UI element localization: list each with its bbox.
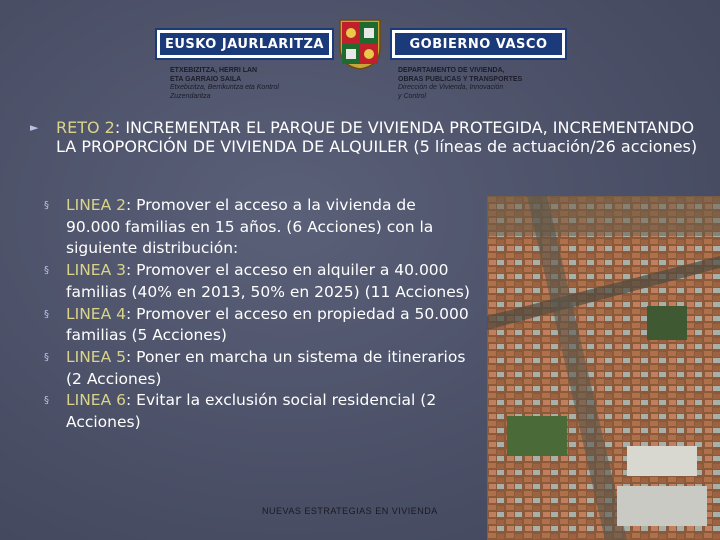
footer-caption: NUEVAS ESTRATEGIAS EN VIVIENDA (262, 506, 438, 516)
list-item: § LINEA 5: Poner en marcha un sistema de itinerarios (2 Acciones) (44, 347, 466, 388)
square-bullet-icon: § (44, 351, 49, 363)
linea-list (44, 195, 474, 434)
department-basque: ETXEBIZITZA, HERRI LAN ETA GARRAIO SAILA Etxebizitza, Berrikuntza eta Kontrol Zuzendaritza (170, 67, 279, 100)
reto-text: : INCREMENTAR EL PARQUE DE VIVIENDA PROTEGIDA, INCREMENTANDO LA PROPORCIÓN DE VIVIENDA DE ALQUILER (5 líneas de actuación/26 acciones) (56, 118, 698, 156)
main-heading (30, 118, 710, 156)
department-spanish: DEPARTAMENTO DE VIVIENDA, OBRAS PUBLICAS Y TRANSPORTES Dirección de Vivienda, Innovación y Control (398, 67, 523, 100)
list-item: § LINEA 4: Promover el acceso en propiedad a 50.000 familias (5 Acciones) (44, 304, 469, 345)
square-bullet-icon: § (44, 395, 49, 407)
logo-spanish-label: GOBIERNO VASCO (390, 28, 567, 60)
square-bullet-icon: § (44, 308, 49, 320)
logo-basque-label: EUSKO JAURLARITZA (155, 28, 334, 60)
aerial-city-photo (487, 196, 720, 540)
list-item: § LINEA 6: Evitar la exclusión social residencial (2 Acciones) (44, 391, 437, 432)
list-item: § LINEA 2: Promover el acceso a la vivienda de 90.000 familias en 15 años. (6 Acciones) con la siguiente distribución: (44, 196, 434, 258)
square-bullet-icon: § (44, 200, 49, 211)
list-item: § LINEA 3: Promover el acceso en alquiler a 40.000 familias (40% en 2013, 50% en 2025) (11 Acciones) (44, 261, 470, 301)
coat-of-arms-icon (338, 18, 382, 70)
triangle-bullet-icon: ► (30, 121, 39, 134)
reto-label: RETO 2 (56, 118, 115, 137)
square-bullet-icon: § (44, 265, 49, 277)
